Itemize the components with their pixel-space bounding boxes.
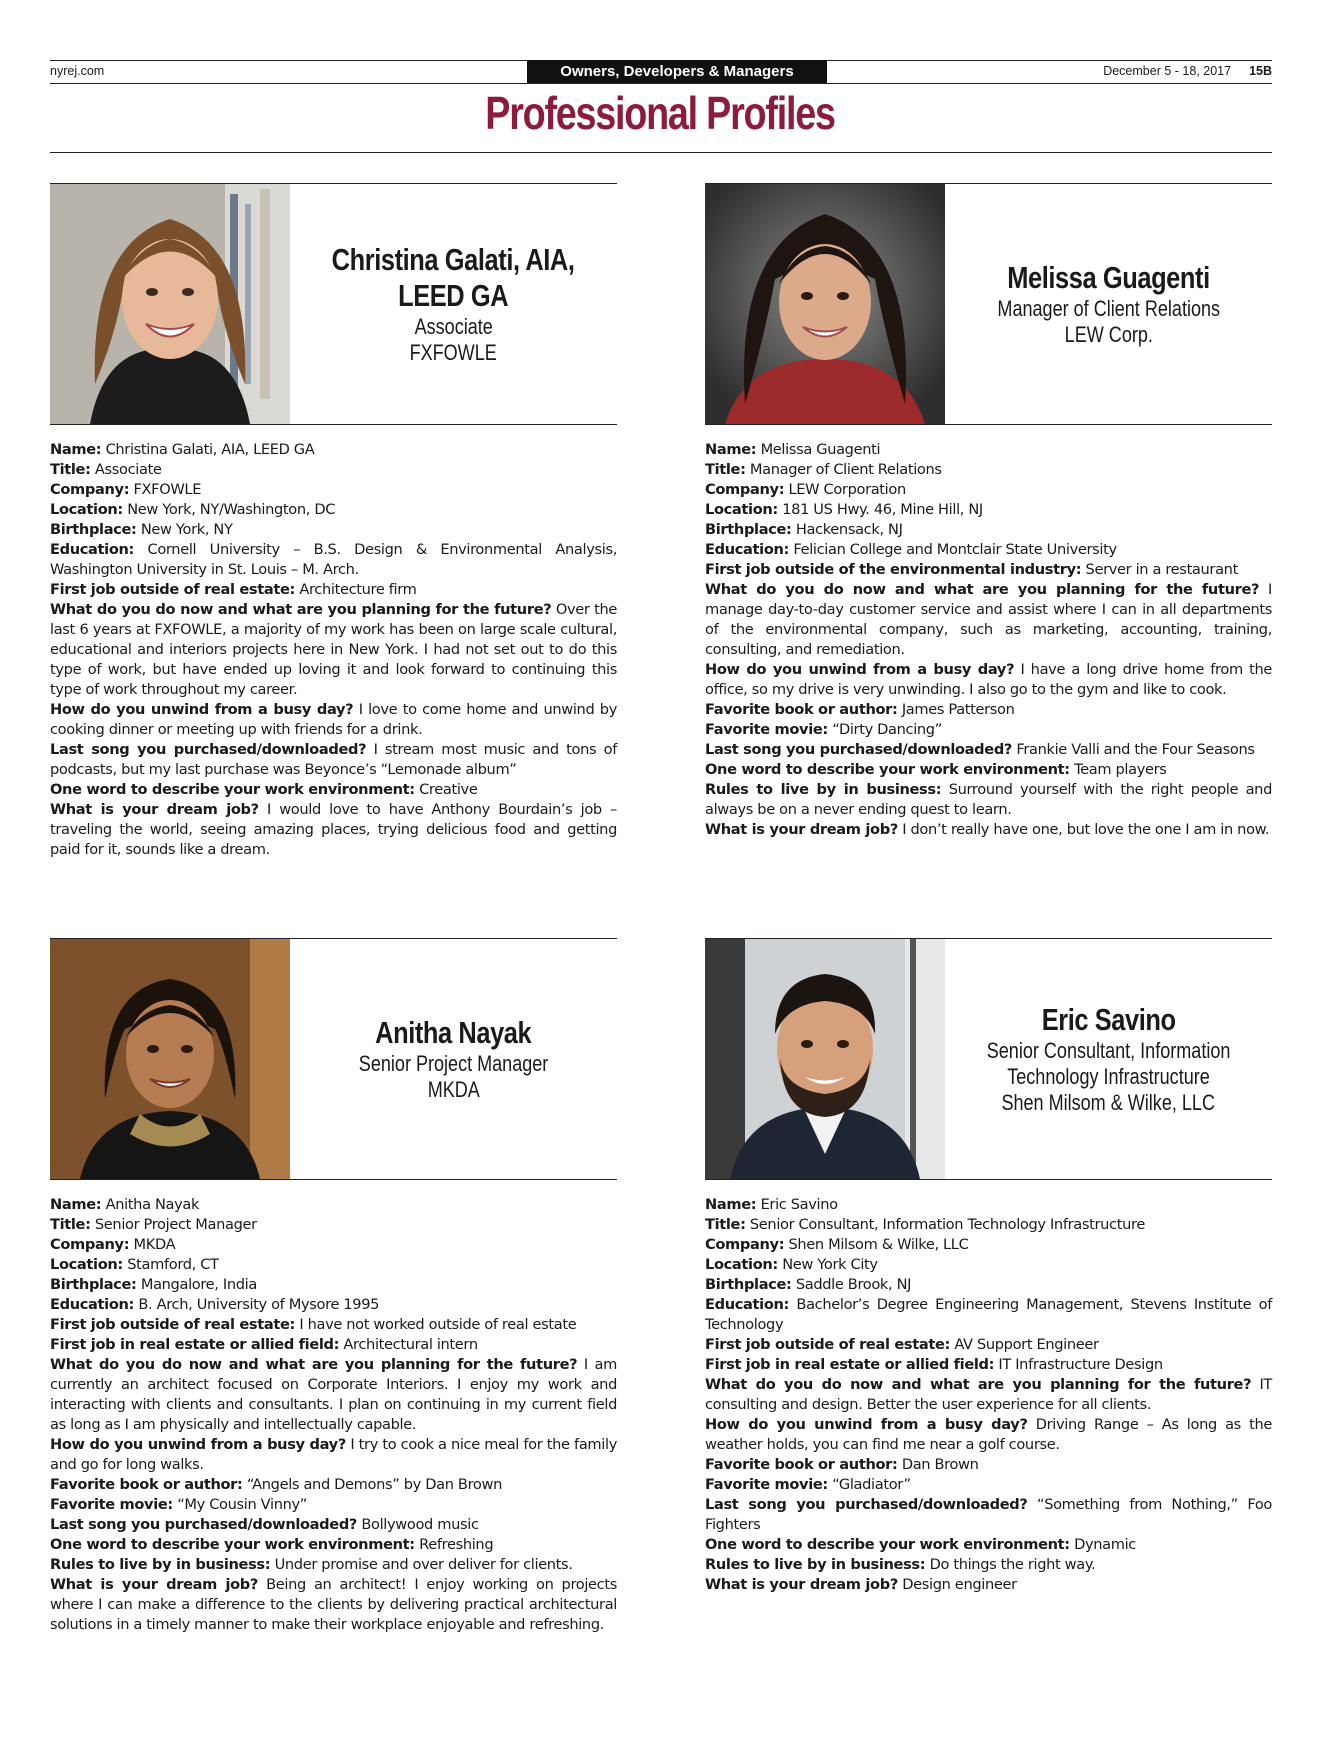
qa-item [50, 500, 617, 520]
qa-answer: FXFOWLE [133, 481, 202, 498]
profile-caption [290, 939, 617, 1179]
qa-label: Location: [705, 501, 778, 518]
qa-answer: Dan Brown [901, 1456, 979, 1473]
portrait-image [50, 939, 290, 1179]
qa-label: Birthplace: [705, 1276, 792, 1293]
qa-item [50, 460, 617, 480]
qa-answer: Manager of Client Relations [749, 461, 942, 478]
profile-caption [945, 184, 1272, 424]
qa-item [50, 440, 617, 460]
qa-answer: B. Arch, University of Mysore 1995 [138, 1296, 380, 1313]
qa-answer: Christina Galati, AIA, LEED GA [105, 441, 315, 458]
profile-company: MKDA [427, 1077, 480, 1102]
qa-item [705, 500, 1272, 520]
qa-item [50, 1215, 617, 1235]
qa-answer: New York, NY/Washington, DC [127, 501, 336, 518]
profile-card [705, 183, 1272, 840]
qa-answer: Being an architect! I enjoy working on projects where I can make a difference to the clients by delivering practical architectural solutions in a timely manner to make their workplace enjoyable and refreshing. [50, 1576, 617, 1633]
qa-item [705, 1215, 1272, 1235]
profile-caption [290, 184, 617, 424]
qa-item [705, 460, 1272, 480]
qa-answer: Bollywood music [361, 1516, 479, 1533]
profile-company: FXFOWLE [409, 340, 498, 365]
qa-answer: James Patterson [901, 701, 1015, 718]
qa-label: Name: [50, 1196, 102, 1213]
qa-answer: I have a long drive home from the office, so my drive is very unwinding. I also go to the gym and like to cook. [705, 661, 1272, 698]
qa-label: One word to describe your work environment: [50, 781, 415, 798]
qa-item [50, 1355, 617, 1435]
qa-item [705, 440, 1272, 460]
qa-item [50, 1555, 617, 1575]
qa-answer: “Something from Nothing,” Foo Fighters [705, 1496, 1272, 1533]
qa-item [50, 540, 617, 580]
qa-item [705, 700, 1272, 720]
qa-item [50, 580, 617, 600]
qa-item [705, 480, 1272, 500]
qa-item [705, 720, 1272, 740]
qa-answer: Creative [419, 781, 478, 798]
page-number: 15B [1249, 64, 1272, 78]
qa-item [705, 1415, 1272, 1455]
profile-card [50, 938, 617, 1635]
portrait-image [705, 939, 945, 1179]
qa-label: What is your dream job? [50, 801, 259, 818]
qa-label: First job outside of the environmental industry: [705, 561, 1082, 578]
qa-label: Birthplace: [50, 521, 137, 538]
qa-label: Birthplace: [50, 1276, 137, 1293]
profile-header [50, 938, 617, 1180]
profile-name: Anitha Nayak [375, 1015, 532, 1050]
profile-photo [705, 184, 945, 424]
qa-answer: Surround yourself with the right people and always be on a never ending quest to learn. [705, 781, 1272, 818]
qa-answer: Anitha Nayak [105, 1196, 200, 1213]
qa-item [705, 1255, 1272, 1275]
qa-item [705, 1355, 1272, 1375]
qa-answer: Shen Milsom & Wilke, LLC [788, 1236, 969, 1253]
profile-title: Associate [414, 314, 493, 339]
qa-item [705, 520, 1272, 540]
profile-company: Shen Milsom & Wilke, LLC [1001, 1090, 1216, 1115]
qa-label: Name: [705, 441, 757, 458]
qa-answer: “Dirty Dancing” [832, 721, 942, 738]
qa-label: Name: [50, 441, 102, 458]
qa-answer: Senior Consultant, Information Technology Infrastructure [749, 1216, 1145, 1233]
qa-item [705, 560, 1272, 580]
qa-answer: I stream most music and tons of podcasts, but my last purchase was Beyonce’s “Lemonade album” [50, 741, 617, 778]
date-text: December 5 - 18, 2017 [1103, 64, 1232, 78]
qa-item [50, 700, 617, 740]
qa-item [705, 1235, 1272, 1255]
qa-answer: Over the last 6 years at FXFOWLE, a majority of my work has been on large scale cultural, educational and interiors projects here in New York. I had not set out to do this type of work, but have ended up loving it and look forward to continuing this type of work throughout my career. [50, 601, 617, 698]
portrait-image [50, 184, 290, 424]
qa-label: Last song you purchased/downloaded? [50, 741, 367, 758]
qa-label: How do you unwind from a busy day? [50, 701, 354, 718]
site-url[interactable]: nyrej.com [50, 64, 105, 78]
page-header [50, 60, 1272, 84]
profile-qa [50, 1195, 617, 1635]
qa-answer: Stamford, CT [127, 1256, 219, 1273]
qa-item [705, 1555, 1272, 1575]
qa-item [705, 1455, 1272, 1475]
qa-answer: AV Support Engineer [954, 1336, 1099, 1353]
profile-header [50, 183, 617, 425]
qa-label: Rules to live by in business: [50, 1556, 271, 1573]
qa-answer: Mangalore, India [140, 1276, 257, 1293]
qa-item [50, 1295, 617, 1315]
qa-answer: Hackensack, NJ [795, 521, 903, 538]
qa-label: First job outside of real estate: [50, 581, 296, 598]
qa-label: Education: [50, 1296, 135, 1313]
qa-item [705, 1375, 1272, 1415]
profile-company: LEW Corp. [1064, 322, 1153, 347]
qa-answer: “Angels and Demons” by Dan Brown [246, 1476, 502, 1493]
qa-label: What is your dream job? [50, 1576, 259, 1593]
qa-item [705, 740, 1272, 760]
qa-label: First job in real estate or allied field: [50, 1336, 340, 1353]
qa-item [705, 1475, 1272, 1495]
qa-answer: Associate [94, 461, 162, 478]
qa-answer: Bachelor’s Degree Engineering Management, Stevens Institute of Technology [705, 1296, 1272, 1333]
qa-item [50, 1535, 617, 1555]
profile-title-continued: Technology Infrastructure [1007, 1064, 1210, 1089]
qa-answer: I manage day-to-day customer service and assist where I can in all departments of the environmental company, such as marketing, accounting, training, consulting, and remediation. [705, 581, 1272, 658]
qa-item [50, 1235, 617, 1255]
qa-item [50, 780, 617, 800]
qa-answer: Driving Range – As long as the weather holds, you can find me near a golf course. [705, 1416, 1272, 1453]
qa-item [705, 760, 1272, 780]
qa-label: Favorite movie: [705, 721, 828, 738]
profile-qa [705, 440, 1272, 840]
qa-label: Last song you purchased/downloaded? [50, 1516, 358, 1533]
qa-answer: New York City [782, 1256, 878, 1273]
profile-name-credential: LEED GA [398, 278, 509, 313]
qa-item [50, 600, 617, 700]
profile-name: Christina Galati, AIA, [332, 242, 575, 277]
qa-answer: I don’t really have one, but love the one I am in now. [902, 821, 1270, 838]
qa-item [50, 1475, 617, 1495]
profile-name: Melissa Guagenti [1007, 260, 1210, 295]
qa-answer: Melissa Guagenti [760, 441, 881, 458]
qa-item [50, 480, 617, 500]
qa-label: Education: [50, 541, 135, 558]
qa-item [705, 1275, 1272, 1295]
qa-label: Rules to live by in business: [705, 781, 942, 798]
qa-answer: Server in a restaurant [1085, 561, 1238, 578]
qa-item [50, 1275, 617, 1295]
qa-label: How do you unwind from a busy day? [705, 661, 1015, 678]
qa-label: What do you do now and what are you planning for the future? [705, 581, 1260, 598]
qa-label: Favorite book or author: [705, 1456, 898, 1473]
qa-answer: “My Cousin Vinny” [177, 1496, 307, 1513]
profile-qa [705, 1195, 1272, 1595]
qa-label: How do you unwind from a busy day? [50, 1436, 346, 1453]
qa-label: What do you do now and what are you planning for the future? [50, 601, 552, 618]
qa-item [50, 520, 617, 540]
qa-item [705, 540, 1272, 560]
qa-item [705, 1535, 1272, 1555]
qa-label: Education: [705, 541, 790, 558]
qa-answer: IT Infrastructure Design [998, 1356, 1163, 1373]
qa-answer: Refreshing [419, 1536, 494, 1553]
qa-answer: Design engineer [902, 1576, 1017, 1593]
qa-answer: Senior Project Manager [94, 1216, 257, 1233]
qa-label: First job outside of real estate: [50, 1316, 296, 1333]
qa-label: Favorite movie: [50, 1496, 173, 1513]
profile-title: Senior Consultant, Information [986, 1038, 1231, 1063]
qa-label: First job outside of real estate: [705, 1336, 951, 1353]
qa-item [705, 1495, 1272, 1535]
qa-item [50, 1515, 617, 1535]
qa-label: One word to describe your work environment: [705, 761, 1070, 778]
qa-answer: I try to cook a nice meal for the family and go for long walks. [50, 1436, 617, 1473]
qa-answer: LEW Corporation [788, 481, 906, 498]
qa-label: Favorite book or author: [705, 701, 898, 718]
qa-item [705, 1295, 1272, 1335]
title-divider [50, 152, 1272, 153]
qa-answer: Dynamic [1074, 1536, 1136, 1553]
qa-answer: I would love to have Anthony Bourdain’s job – traveling the world, seeing amazing places, trying delicious food and getting paid for it, sounds like a dream. [50, 801, 618, 858]
qa-item [50, 1255, 617, 1275]
qa-item [50, 1335, 617, 1355]
qa-item [705, 1195, 1272, 1215]
profile-card [50, 183, 617, 860]
qa-answer: Do things the right way. [929, 1556, 1096, 1573]
profile-title: Senior Project Manager [358, 1051, 549, 1076]
qa-label: Title: [705, 461, 746, 478]
qa-answer: Frankie Valli and the Four Seasons [1016, 741, 1255, 758]
qa-label: Company: [705, 1236, 785, 1253]
qa-label: Company: [50, 1236, 130, 1253]
qa-answer: Team players [1074, 761, 1167, 778]
qa-label: One word to describe your work environment: [50, 1536, 415, 1553]
profile-photo [50, 184, 290, 424]
profile-header [705, 938, 1272, 1180]
qa-item [705, 1335, 1272, 1355]
qa-label: Title: [50, 1216, 91, 1233]
qa-item [705, 780, 1272, 820]
qa-item [50, 740, 617, 780]
qa-label: Favorite book or author: [50, 1476, 243, 1493]
qa-answer: Architecture firm [299, 581, 417, 598]
profile-photo [705, 939, 945, 1179]
qa-label: Title: [705, 1216, 746, 1233]
qa-answer: Cornell University – B.S. Design & Environmental Analysis, Washington University in St. Louis – M. Arch. [50, 541, 617, 578]
qa-label: How do you unwind from a busy day? [705, 1416, 1028, 1433]
profile-card [705, 938, 1272, 1595]
qa-label: Name: [705, 1196, 757, 1213]
qa-item [50, 1435, 617, 1475]
qa-label: Location: [50, 501, 123, 518]
qa-answer: Felician College and Montclair State University [793, 541, 1117, 558]
qa-answer: MKDA [133, 1236, 176, 1253]
qa-answer: I love to come home and unwind by cooking dinner or meeting up with friends for a drink. [50, 701, 617, 738]
qa-answer: Under promise and over deliver for clients. [274, 1556, 573, 1573]
qa-item [705, 1575, 1272, 1595]
profile-name: Eric Savino [1041, 1002, 1176, 1037]
qa-label: Location: [50, 1256, 123, 1273]
qa-item [705, 820, 1272, 840]
qa-item [50, 1495, 617, 1515]
qa-answer: I am currently an architect focused on Corporate Interiors. I enjoy my work and interacting with clients and consultants. I plan on continuing in my current field as long as I am physically and intellectually capable. [50, 1356, 618, 1433]
qa-answer: Eric Savino [760, 1196, 838, 1213]
qa-label: Birthplace: [705, 521, 792, 538]
profile-header [705, 183, 1272, 425]
qa-item [705, 660, 1272, 700]
issue-date [1103, 64, 1272, 78]
qa-label: First job in real estate or allied field: [705, 1356, 995, 1373]
qa-answer: Architectural intern [343, 1336, 478, 1353]
profile-qa [50, 440, 617, 860]
qa-answer: 181 US Hwy. 46, Mine Hill, NJ [782, 501, 983, 518]
qa-label: What is your dream job? [705, 821, 898, 838]
qa-label: Last song you purchased/downloaded? [705, 1496, 1028, 1513]
qa-label: Company: [50, 481, 130, 498]
qa-answer: IT consulting and design. Better the user experience for all clients. [705, 1376, 1272, 1413]
page-title: Professional Profiles [485, 87, 835, 139]
qa-answer: New York, NY [140, 521, 233, 538]
qa-label: Company: [705, 481, 785, 498]
qa-item [705, 580, 1272, 660]
qa-label: Favorite movie: [705, 1476, 828, 1493]
profile-title: Manager of Client Relations [997, 296, 1220, 321]
qa-label: Education: [705, 1296, 790, 1313]
qa-item [50, 1575, 617, 1635]
qa-label: What do you do now and what are you planning for the future? [705, 1376, 1252, 1393]
qa-label: What is your dream job? [705, 1576, 898, 1593]
qa-answer: “Gladiator” [832, 1476, 911, 1493]
qa-item [50, 1195, 617, 1215]
qa-label: Title: [50, 461, 91, 478]
qa-answer: Saddle Brook, NJ [795, 1276, 912, 1293]
qa-label: Location: [705, 1256, 778, 1273]
qa-label: Rules to live by in business: [705, 1556, 926, 1573]
portrait-image [705, 184, 945, 424]
profile-caption [945, 939, 1272, 1179]
qa-label: Last song you purchased/downloaded? [705, 741, 1013, 758]
qa-label: What do you do now and what are you planning for the future? [50, 1356, 578, 1373]
qa-answer: I have not worked outside of real estate [299, 1316, 577, 1333]
qa-label: One word to describe your work environment: [705, 1536, 1070, 1553]
profile-photo [50, 939, 290, 1179]
section-banner: Owners, Developers & Managers [527, 60, 827, 83]
qa-item [50, 1315, 617, 1335]
qa-item [50, 800, 617, 860]
